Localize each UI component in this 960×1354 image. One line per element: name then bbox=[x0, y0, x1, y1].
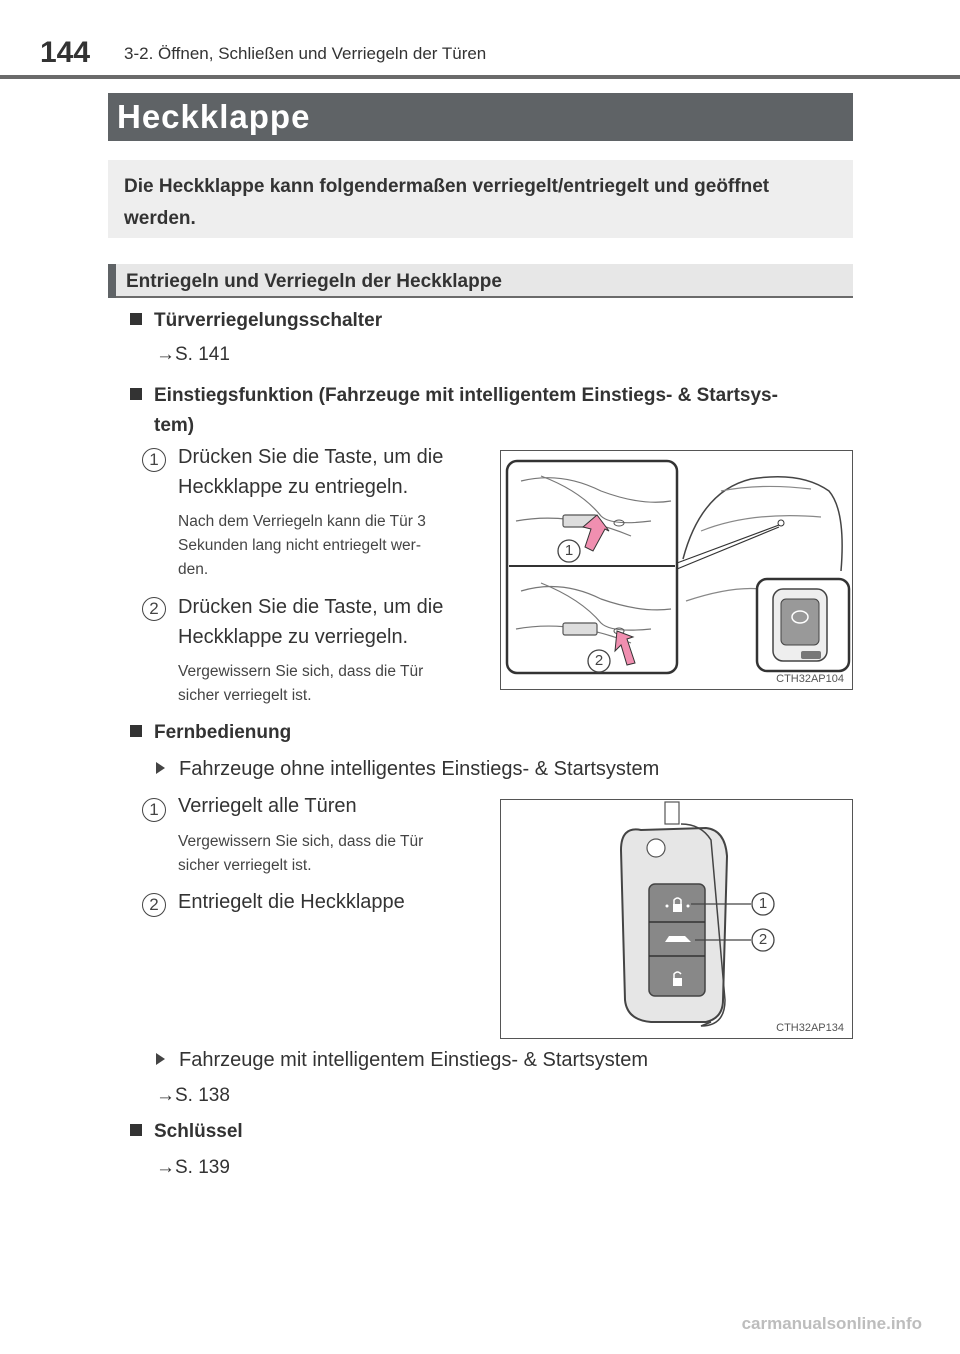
vehicle-type-with: Fahrzeuge mit intelligentem Einstiegs- & Startsystem bbox=[156, 1049, 648, 1072]
header-divider bbox=[0, 75, 960, 79]
step-note: Vergewissern Sie sich, dass die Tür sicher verriegelt ist. bbox=[178, 663, 424, 704]
door-switch-heading: Türverriegelungsschalter bbox=[130, 310, 382, 332]
step-note: Vergewissern Sie sich, dass die Tür sicher verriegelt ist. bbox=[178, 833, 424, 874]
section-accent bbox=[108, 264, 116, 298]
callout-number: 1 bbox=[758, 895, 768, 912]
step-text: Drücken Sie die Taste, um die Heckklappe zu verriegeln. bbox=[178, 596, 444, 648]
watermark: carmanualsonline.info bbox=[741, 1314, 922, 1333]
step-text: Verriegelt alle Türen bbox=[178, 795, 357, 817]
page-number: 144 bbox=[40, 36, 91, 69]
vehicle-type-without: Fahrzeuge ohne intelligentes Einstiegs- & Startsystem bbox=[156, 758, 659, 781]
key-heading: Schlüssel bbox=[130, 1121, 243, 1143]
step-number: 1 bbox=[142, 448, 166, 472]
key-fob-illustration bbox=[501, 800, 852, 1038]
section-title: Entriegeln und Verriegeln der Heckklappe bbox=[126, 271, 502, 292]
arrow-icon: → bbox=[156, 344, 175, 365]
page-title: Heckklappe bbox=[117, 98, 311, 135]
figure-code: CTH32AP134 bbox=[776, 1022, 844, 1034]
step-text: Entriegelt die Heckklappe bbox=[178, 891, 405, 913]
tailgate-switch-figure bbox=[500, 450, 853, 690]
step-number: 2 bbox=[142, 597, 166, 621]
remote-ref[interactable]: →S. 138 bbox=[156, 1085, 230, 1106]
key-ref[interactable]: →S. 139 bbox=[156, 1157, 230, 1178]
square-bullet-icon bbox=[130, 725, 142, 737]
triangle-bullet-icon bbox=[156, 762, 165, 774]
door-switch-ref[interactable]: →S. 141 bbox=[156, 344, 230, 365]
step-note: Nach dem Verriegeln kann die Tür 3 Sekunden lang nicht entriegelt wer- den. bbox=[178, 513, 426, 578]
arrow-icon: → bbox=[156, 1157, 175, 1178]
entry-function-heading: Einstiegsfunktion (Fahrzeuge mit intelligentem Einstiegs- & Startsys- tem) bbox=[130, 381, 850, 441]
step-text: Drücken Sie die Taste, um die Heckklappe zu entriegeln. bbox=[178, 446, 444, 498]
square-bullet-icon bbox=[130, 1124, 142, 1136]
figure-code: CTH32AP104 bbox=[776, 673, 844, 685]
chapter-title: 3-2. Öffnen, Schließen und Verriegeln der Türen bbox=[124, 44, 487, 63]
step-number: 2 bbox=[142, 893, 166, 917]
triangle-bullet-icon bbox=[156, 1053, 165, 1065]
intro-text: Die Heckklappe kann folgendermaßen verriegelt/entriegelt und geöffnet werden. bbox=[124, 176, 770, 229]
square-bullet-icon bbox=[130, 313, 142, 325]
step-number: 1 bbox=[142, 798, 166, 822]
remote-heading: Fernbedienung bbox=[130, 722, 291, 744]
key-fob-figure bbox=[500, 799, 853, 1039]
arrow-icon: → bbox=[156, 1085, 175, 1106]
callout-number: 1 bbox=[564, 542, 574, 559]
square-bullet-icon bbox=[130, 388, 142, 400]
callout-number: 2 bbox=[594, 652, 604, 669]
callout-number: 2 bbox=[758, 931, 768, 948]
tailgate-switch-illustration bbox=[501, 451, 852, 689]
